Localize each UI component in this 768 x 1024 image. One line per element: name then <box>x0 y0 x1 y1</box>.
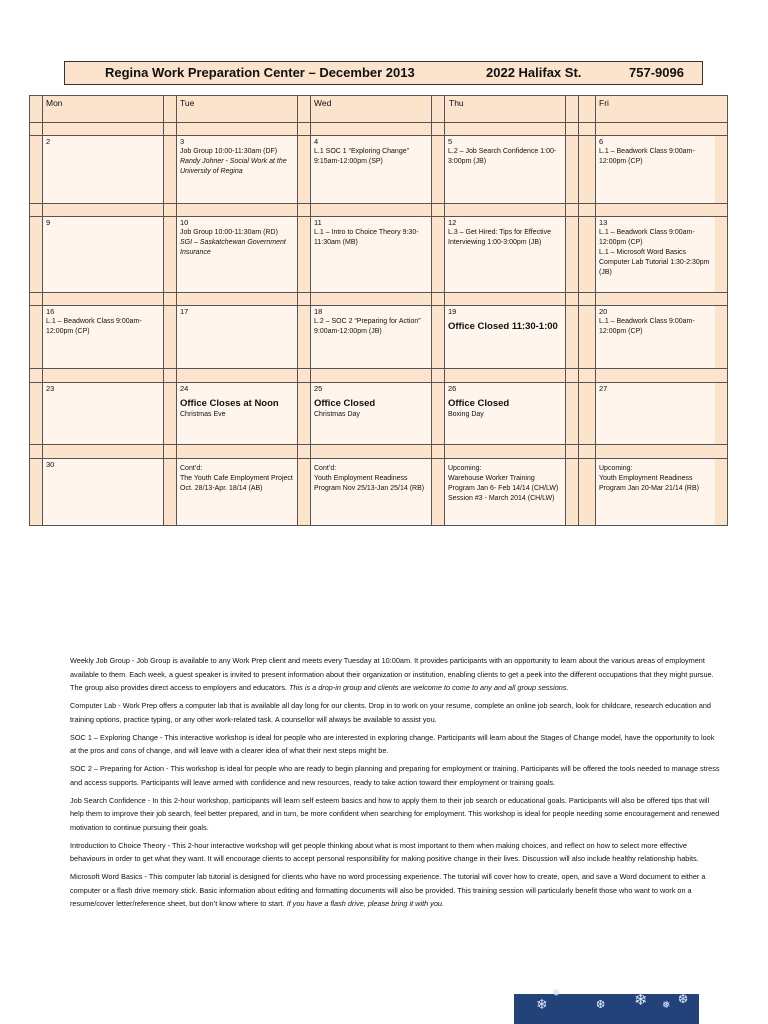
grid-line <box>578 95 579 526</box>
day-number: 3 <box>180 137 185 146</box>
day-cell <box>42 382 163 444</box>
snowflake-banner <box>514 988 699 1024</box>
grid-line <box>176 95 177 526</box>
day-cell <box>176 458 297 526</box>
day-number: 2 <box>46 137 51 146</box>
day-number: 26 <box>448 384 457 393</box>
description-text: SOC 2 – Preparing for Action - This workshop is ideal for people who are ready to begin planning and preparing for employment or training. Participants will be offered the tools needed to manage stress and access supports. Participants will leave armed with confidence and new resources, ready to take action toward their employment or training goals. <box>70 764 720 787</box>
grid-line <box>29 95 728 96</box>
description-text: Introduction to Choice Theory - This 2-hour interactive workshop will get people thinking about what is most important to them when making choices, and reflect on how to select more effective behaviours in order to get what they want. It will encourage clients to accept personal responsibility for making positive change in their lives. Discussion will also include healthy relationship habits. <box>70 840 699 863</box>
day-number: 25 <box>314 384 323 393</box>
grid-line <box>29 382 728 383</box>
description-paragraph <box>70 870 720 911</box>
grid-line <box>29 525 728 526</box>
event-text: Boxing Day <box>448 411 484 418</box>
event-text: Christmas Day <box>314 411 360 418</box>
grid-line <box>29 368 728 369</box>
description-note: This is a drop-in group and clients are welcome to come to any and all group sessions. <box>289 683 569 692</box>
grid-line <box>29 292 728 293</box>
grid-line <box>297 95 298 526</box>
event-text: L.1 SOC 1 “Exploring Change” 9:15am-12:00pm (SP) <box>314 148 409 165</box>
snowflake-icon: ❄ <box>536 996 548 1012</box>
grid-line <box>42 95 43 526</box>
grid-line <box>29 135 728 136</box>
day-cell <box>42 305 163 368</box>
description-text: Microsoft Word Basics - This computer lab tutorial is designed for clients who have no word processing experience. The tutorial will cover how to create, open, and save a Word document to either a computer or a flash drive memory stick. Basic information about editing and formatting documents will also be provided. This training session will particularly benefit those who want to work on a resume/cover letter/reference sheet, but don’t know where to start. <box>70 872 706 908</box>
day-cell <box>42 458 163 526</box>
description-text: Job Search Confidence - In this 2-hour workshop, participants will learn self esteem basics and how to apply them to their job search or educational goals. Participants will also be offered tips that will help them to improve their job search, feel better prepared, and in turn, be more confident when searching for employment. This workshop is ideal for people needing some encouragement and renewed motivation to continue pursuing their goals. <box>70 795 720 832</box>
event-text: L.1 – Microsoft Word Basics Computer Lab Tutorial 1:30-2:30pm (JB) <box>599 249 710 276</box>
event-text: Office Closed <box>314 398 376 409</box>
day-number: 12 <box>448 218 457 227</box>
day-cell <box>595 216 715 292</box>
grid-line <box>727 95 728 526</box>
day-number: 5 <box>448 137 453 146</box>
grid-line <box>431 95 432 526</box>
grid-line <box>29 216 728 217</box>
event-text: Upcoming: <box>599 465 633 472</box>
day-cell <box>42 135 163 203</box>
event-text: Office Closes at Noon <box>180 398 279 409</box>
event-text: L.1 – Beadwork Class 9:00am-12:00pm (CP) <box>599 318 695 335</box>
description-text: Weekly Job Group - Job Group is available to any Work Prep client and meets every Tuesday at 10:00am. It provides participants with an opportunity to learn about the various areas of employment available to them. Each week, a guest speaker is invited to present information about their organization or institution, enabling clients to get a peek into the different occupations that they might pursue. The group also provides direct access to employers and educators. <box>70 656 714 692</box>
day-number: 16 <box>46 307 55 316</box>
day-cell <box>176 305 297 368</box>
description-note: If you have a flash drive, please bring it with you. <box>286 899 444 908</box>
snowflake-icon: ❆ <box>678 992 689 1006</box>
description-paragraph <box>70 731 720 758</box>
day-header-mon: Mon <box>46 98 63 108</box>
event-text: SGI – Saskatchewan Government Insurance <box>180 239 286 256</box>
description-paragraph <box>70 794 720 835</box>
workshop-descriptions <box>70 654 720 915</box>
day-header-wed: Wed <box>314 98 332 108</box>
day-number: 20 <box>599 307 608 316</box>
event-text: L.1 – Beadwork Class 9:00am-12:00pm (CP) <box>46 318 142 335</box>
grid-line <box>29 95 30 526</box>
snowflake-icon: ❆ <box>596 999 606 1011</box>
day-header-tue: Tue <box>180 98 195 108</box>
grid-line <box>595 95 596 526</box>
day-cell <box>176 216 297 292</box>
event-text: L.3 – Get Hired: Tips for Effective Interviewing 1:00-3:00pm (JB) <box>448 229 551 246</box>
grid-line <box>29 444 728 445</box>
day-number: 24 <box>180 384 189 393</box>
description-text: SOC 1 – Exploring Change - This interactive workshop is ideal for people who are interested in exploring change. Participants will learn about the Stages of Change model, have the opportunity to look at the pros and cons of change, and will leave with a clearer idea of what their next steps might be. <box>70 732 715 755</box>
description-paragraph <box>70 699 720 726</box>
event-text: L.1 – Beadwork Class 9:00am-12:00pm (CP) <box>599 148 695 165</box>
day-cell <box>444 458 565 526</box>
day-cell <box>444 382 565 444</box>
calendar-title: Regina Work Preparation Center – December 2013 <box>105 65 415 80</box>
center-phone: 757-9096 <box>629 65 684 80</box>
event-text: Cont’d: <box>314 465 337 472</box>
day-number: 9 <box>46 218 51 227</box>
day-cell <box>595 135 715 203</box>
description-paragraph <box>70 654 720 695</box>
day-number: 27 <box>599 384 608 393</box>
day-cell <box>444 216 565 292</box>
event-text: Office Closed 11:30-1:00 <box>448 321 558 332</box>
day-number: 19 <box>448 307 457 316</box>
grid-line <box>565 95 566 526</box>
grid-line <box>29 458 728 459</box>
day-cell <box>176 382 297 444</box>
event-text: Christmas Eve <box>180 411 226 418</box>
description-paragraph <box>70 762 720 789</box>
event-text: Youth Employment Readiness Program Nov 25/13-Jan 25/14 (RB) <box>314 475 425 492</box>
day-cell <box>176 135 297 203</box>
day-cell <box>444 305 565 368</box>
day-cell <box>310 305 431 368</box>
calendar-grid <box>29 95 728 526</box>
day-number: 13 <box>599 218 608 227</box>
event-text: L.2 – Job Search Confidence 1:00-3:00pm (JB) <box>448 148 557 165</box>
description-paragraph <box>70 839 720 866</box>
event-text: Upcoming: <box>448 465 482 472</box>
event-text: Office Closed <box>448 398 510 409</box>
day-number: 23 <box>46 384 55 393</box>
day-cell <box>310 458 431 526</box>
event-text: Job Group 10:00-11:30am (DF) <box>180 148 278 155</box>
day-cell <box>595 382 715 444</box>
event-text: L.2 – SOC 2 “Preparing for Action” 9:00am-12:00pm (JB) <box>314 318 421 335</box>
grid-line <box>310 95 311 526</box>
grid-line <box>29 305 728 306</box>
event-text: Cont’d: <box>180 465 203 472</box>
event-text: L.1 – Intro to Choice Theory 9:30-11:30am (MB) <box>314 229 419 246</box>
event-text: L.1 – Beadwork Class 9:00am-12:00pm (CP) <box>599 229 695 246</box>
grid-line <box>163 95 164 526</box>
calendar-header <box>64 61 703 85</box>
day-number: 11 <box>314 218 322 227</box>
snowflake-icon: ❅ <box>552 988 561 999</box>
day-cell <box>595 305 715 368</box>
description-text: Computer Lab - Work Prep offers a computer lab that is available all day long for our clients. Drop in to work on your resume, complete an online job search, look for childcare, research education and training options, practice typing, or any other work-related task. A counsellor will always be available to assist you. <box>70 701 711 724</box>
grid-line <box>444 95 445 526</box>
day-number: 18 <box>314 307 323 316</box>
event-text: The Youth Cafe Employment Project Oct. 28/13-Apr. 18/14 (AB) <box>180 475 293 492</box>
day-number: 10 <box>180 218 189 227</box>
day-cell <box>310 382 431 444</box>
day-header-thu: Thu <box>449 98 464 108</box>
day-number: 4 <box>314 137 319 146</box>
day-cell <box>595 458 715 526</box>
day-cell <box>310 135 431 203</box>
day-cell <box>310 216 431 292</box>
grid-line <box>29 203 728 204</box>
day-header-fri: Fri <box>599 98 609 108</box>
event-text: Job Group 10:00-11:30am (RD) <box>180 229 278 236</box>
event-text: Randy Johner - Social Work at the University of Regina <box>180 158 287 175</box>
snowflake-icon: ❄ <box>634 992 648 1009</box>
day-cell <box>42 216 163 292</box>
center-address: 2022 Halifax St. <box>486 65 582 80</box>
day-number: 6 <box>599 137 604 146</box>
snowflake-icon: ❅ <box>662 1000 671 1011</box>
day-number: 17 <box>180 307 189 316</box>
day-number: 30 <box>46 460 55 469</box>
day-cell <box>444 135 565 203</box>
event-text: Warehouse Worker Training Program Jan 6- Feb 14/14 (CH/LW) Session #3 - March 2014 (CH/LW) <box>448 475 559 502</box>
event-text: Youth Employment Readiness Program Jan 20-Mar 21/14 (RB) <box>599 475 699 492</box>
grid-line <box>29 122 728 123</box>
